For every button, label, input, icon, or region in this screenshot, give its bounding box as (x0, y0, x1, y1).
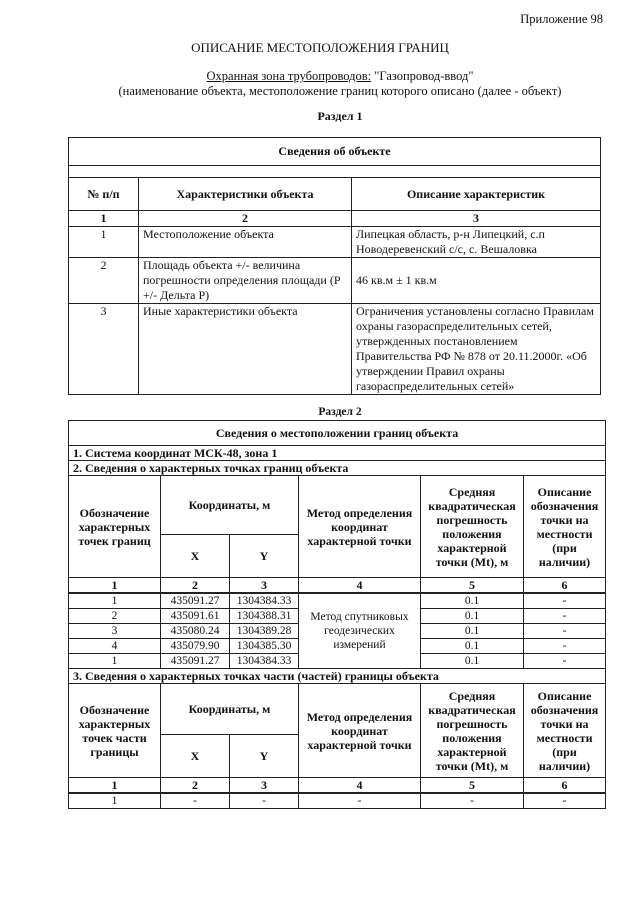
row-value: Липецкая область, р-н Липецкий, с.п Новодеревенский с/с, с. Вешаловка (352, 227, 601, 258)
part-x: - (161, 793, 230, 809)
point-x: 435091.61 (161, 609, 230, 624)
col-header-x: X (161, 735, 230, 778)
col-header-coords: Координаты, м (161, 684, 299, 735)
point-desc: - (524, 624, 606, 639)
table-title: Сведения об объекте (69, 138, 601, 166)
points-title: 2. Сведения о характерных точках границ объекта (69, 461, 606, 476)
col-header-designation: Обозначение характерных точек части границы (69, 684, 161, 778)
point-x: 435079.90 (161, 639, 230, 654)
table-title: Сведения о местоположении границ объекта (69, 421, 606, 446)
point-mt: 0.1 (421, 624, 524, 639)
point-x: 435080.24 (161, 624, 230, 639)
col-header-y: Y (230, 535, 299, 578)
object-line (0, 69, 640, 84)
row-value: 46 кв.м ± 1 кв.м (352, 258, 601, 304)
col-number: 4 (299, 778, 421, 794)
point-id: 1 (69, 593, 161, 609)
col-header-method: Метод определения координат характерной точки (299, 684, 421, 778)
col-header-coords: Координаты, м (161, 476, 299, 535)
point-row (69, 593, 606, 609)
point-id: 2 (69, 609, 161, 624)
part-desc: - (524, 793, 606, 809)
point-mt: 0.1 (421, 639, 524, 654)
part-mt: - (421, 793, 524, 809)
col-number: 5 (421, 578, 524, 594)
col-number: 3 (230, 578, 299, 594)
row-characteristic: Местоположение объекта (139, 227, 352, 258)
part-y: - (230, 793, 299, 809)
col-number: 2 (161, 778, 230, 794)
point-id: 4 (69, 639, 161, 654)
point-desc: - (524, 654, 606, 669)
document-title: ОПИСАНИЕ МЕСТОПОЛОЖЕНИЯ ГРАНИЦ (191, 40, 449, 55)
col-number: 6 (524, 778, 606, 794)
row-characteristic: Иные характеристики объекта (139, 304, 352, 395)
appendix-number: Приложение 98 (520, 12, 603, 26)
point-x: 435091.27 (161, 593, 230, 609)
col-number: 2 (161, 578, 230, 594)
parts-title: 3. Сведения о характерных точках части (частей) границы объекта (69, 669, 606, 684)
col-number: 5 (421, 778, 524, 794)
col-number: 3 (230, 778, 299, 794)
col-header-description: Описание обозначения точки на местности (при наличии) (524, 476, 606, 578)
row-value: Ограничения установлены согласно Правилам охраны газораспределительных сетей, утвержденных постановлением Правительства РФ № 878 от 20.11.2000г. «Об утверждении Правил охраны газораспределительных сетей» (352, 304, 601, 395)
col-header-y: Y (230, 735, 299, 778)
part-method: - (299, 793, 421, 809)
point-desc: - (524, 593, 606, 609)
col-number: 1 (69, 778, 161, 794)
col-header-characteristic: Характеристики объекта (139, 178, 352, 211)
point-id: 1 (69, 654, 161, 669)
part-row (69, 793, 606, 809)
point-y: 1304389.28 (230, 624, 299, 639)
point-x: 435091.27 (161, 654, 230, 669)
point-desc: - (524, 639, 606, 654)
coord-system: 1. Система координат МСК-48, зона 1 (69, 446, 606, 461)
col-number: 2 (139, 211, 352, 227)
object-info-table (68, 137, 601, 395)
col-number: 6 (524, 578, 606, 594)
table-row (69, 258, 601, 304)
empty-row (69, 166, 601, 178)
object-name: "Газопровод-ввод" (371, 69, 474, 83)
col-header-error: Средняя квадратическая погрешность положения характерной точки (Mt), м (421, 684, 524, 778)
col-number: 4 (299, 578, 421, 594)
point-mt: 0.1 (421, 654, 524, 669)
object-label: Охранная зона трубопроводов: (206, 69, 372, 83)
object-note: (наименование объекта, местоположение границ которого описано (далее - объект) (118, 84, 562, 98)
point-y: 1304384.33 (230, 654, 299, 669)
col-header-number: № п/п (69, 178, 139, 211)
col-header-method: Метод определения координат характерной точки (299, 476, 421, 578)
point-mt: 0.1 (421, 593, 524, 609)
row-number: 1 (69, 227, 139, 258)
col-number: 1 (69, 211, 139, 227)
col-number: 1 (69, 578, 161, 594)
col-header-description: Описание обозначения точки на местности (при наличии) (524, 684, 606, 778)
point-mt: 0.1 (421, 609, 524, 624)
col-header-error: Средняя квадратическая погрешность положения характерной точки (Mt), м (421, 476, 524, 578)
table-row (69, 304, 601, 395)
col-header-designation: Обозначение характерных точек границ (69, 476, 161, 578)
part-id: 1 (69, 793, 161, 809)
point-y: 1304388.31 (230, 609, 299, 624)
point-id: 3 (69, 624, 161, 639)
point-y: 1304385.30 (230, 639, 299, 654)
col-number: 3 (352, 211, 601, 227)
row-number: 3 (69, 304, 139, 395)
boundary-table (68, 420, 606, 809)
row-number: 2 (69, 258, 139, 304)
section1-heading: Раздел 1 (317, 109, 363, 123)
section2-heading: Раздел 2 (318, 406, 362, 418)
point-y: 1304384.33 (230, 593, 299, 609)
col-header-description: Описание характеристик (352, 178, 601, 211)
col-header-x: X (161, 535, 230, 578)
point-method: Метод спутниковых геодезических измерений (299, 593, 421, 669)
point-desc: - (524, 609, 606, 624)
table-row (69, 227, 601, 258)
row-characteristic: Площадь объекта +/- величина погрешности определения площади (P +/- Дельта P) (139, 258, 352, 304)
